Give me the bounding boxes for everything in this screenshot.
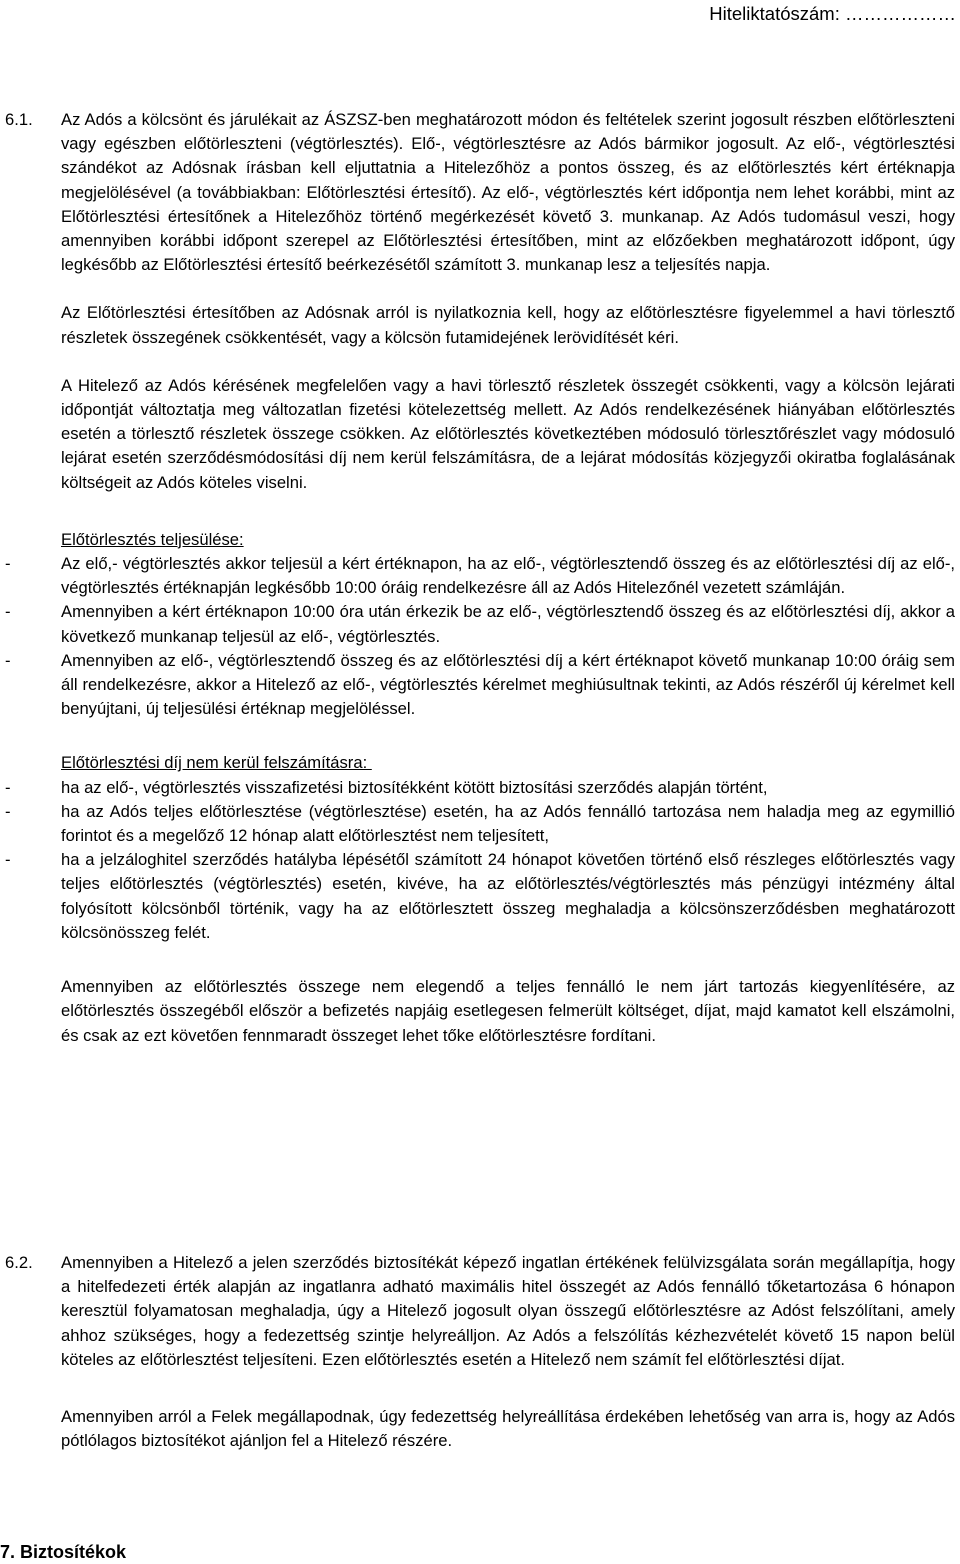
subsection-heading: Előtörlesztés teljesülése:: [61, 529, 244, 549]
list-dash: -: [5, 650, 11, 670]
section-6-2: [5, 1251, 955, 1453]
section-6-1: [5, 108, 955, 1048]
list-item: [5, 848, 955, 945]
list-dash: -: [5, 801, 11, 821]
list-item-text: ha az elő-, végtörlesztés visszafizetési biztosítékként kötött biztosítási szerződés alapján történt,: [61, 777, 768, 797]
section-7-heading: 7. Biztosítékok: [0, 1542, 127, 1562]
list-dash: -: [5, 602, 11, 622]
list-item-text: Az elő,- végtörlesztés akkor teljesül a kért értéknapon, ha az elő-, végtörlesztendő összeg és az előtörlesztési díj az elő-, végtörlesztés értéknapján legkésőbb 10:00 óráig rendelkezésre áll az Adós Hitelezőnél vezetett számláján.: [61, 554, 955, 598]
paragraph: Amennyiben a Hitelező a jelen szerződés biztosítékát képező ingatlan értékének felülvizsgálata során megállapítja, hogy a hitelfedezeti érték alapján az ingatlanra adható maximális hitel összegét az Adós fennálló tőketartozása 6 hónapon keresztül folyamatosan meghaladja, úgy a Hitelező jogosult olyan összegű előtörlesztésre az Adóst felszólítani, amely ahhoz szükséges, hogy a fedezettség szintje helyreálljon. Az Adós a felszólítás kézhezvételét követő 15 napon belül köteles az előtörlesztést teljesíteni. Ezen előtörlesztés esetén a Hitelező nem számít fel előtörlesztési díjat.: [61, 1253, 955, 1369]
list-dash: -: [5, 850, 11, 870]
list-item-text: ha a jelzáloghitel szerződés hatályba lépésétől számított 24 hónapot követően történő első részleges előtörlesztés vagy teljes előtörlesztés (végtörlesztés) esetén, kivéve, ha az előtörlesztés/végtörlesztés más pénzügyi intézmény által folyósított kölcsönből történik, vagy ha az előtörlesztett összeg meghaladja a kölcsönszerződésben meghatározott kölcsönösszeg felét.: [61, 850, 955, 942]
performance-list: [5, 552, 955, 721]
paragraph: Amennyiben az előtörlesztés összege nem elegendő a teljes fennálló le nem járt tartozás kiegyenlítésére, az előtörlesztés összegéből először a befizetés napjáig esetlegesen felmerült költséget, díjat, majd kamatot kell elszámolni, és csak az ezt követően fennmaradt összeget lehet tőke előtörlesztésre fordítani.: [61, 977, 955, 1045]
list-item: [5, 552, 955, 600]
paragraph: Az Előtörlesztési értesítőben az Adósnak arról is nyilatkoznia kell, hogy az előtörlesztésre figyelemmel a havi törlesztő részletek összegének csökkentését, vagy a kölcsön futamidejének lerövidítését kéri.: [61, 303, 955, 347]
list-item: [5, 600, 955, 648]
list-dash: -: [5, 554, 11, 574]
list-item: [5, 649, 955, 722]
paragraph: Amennyiben arról a Felek megállapodnak, úgy fedezettség helyreállítása érdekében lehetőség van arra is, hogy az Adós pótlólagos biztosítékot ajánljon fel a Hitelező részére.: [61, 1407, 955, 1451]
paragraph: A Hitelező az Adós kérésének megfelelően vagy a havi törlesztő részletek összegét csökkenti, vagy a kölcsön lejárati időpontját változtatja meg változatlan fizetési kötelezettség mellett. Az Adós rendelkezésének hiányában előtörlesztés esetén a törlesztő részletek összege csökken. Az előtörlesztés következtében módosuló törlesztőrészlet vagy módosuló lejárat esetén szerződésmódosítási díj nem kerül felszámításra, de a lejárat módosítás közjegyzői okiratba foglalásának költségeit az Adós köteles viselni.: [61, 375, 955, 492]
section-number: 6.2.: [5, 1253, 33, 1272]
list-dash: -: [5, 777, 11, 797]
list-item-text: ha az Adós teljes előtörlesztése (végtörlesztése) esetén, ha az Adós fennálló tartozása nem haladja meg az egymillió forintot és a megelőző 12 hónap alatt előtörlesztést nem teljesített,: [61, 801, 955, 846]
subsection-heading: Előtörlesztési díj nem kerül felszámításra:: [61, 753, 372, 773]
section-number: 6.1.: [5, 110, 33, 129]
list-item: [5, 776, 955, 800]
list-item-text: Amennyiben a kért értéknapon 10:00 óra után érkezik be az elő-, végtörlesztendő összeg és az előtörlesztési díj, akkor a következő munkanap teljesül az elő-, végtörlesztés.: [61, 602, 955, 646]
fee-exempt-list: [5, 776, 955, 945]
loan-reference-number: Hiteliktatószám: ………………: [709, 3, 956, 24]
list-item-text: Amennyiben az elő-, végtörlesztendő összeg és az előtörlesztési díj a kért értéknapot követő munkanap 10:00 óráig sem áll rendelkezésre, akkor a Hitelező az elő-, végtörlesztés kérelmet meghiúsultnak tekinti, az Adós részéről új kérelmet kell benyújtani, új teljesülési értéknap megjelöléssel.: [61, 650, 955, 719]
paragraph: Az Adós a kölcsönt és járulékait az ÁSZSZ-ben meghatározott módon és feltételek szerint jogosult részben előtörleszteni vagy egészben előtörleszteni (végtörlesztés). Elő-, végtörlesztésre az Adós bármikor jogosult. Az elő-, végtörlesztési szándékot az Adósnak írásban kell eljuttatnia a Hitelezőhöz a pontos összeg, és az előtörlesztés kért értéknapja megjelölésével (a továbbiakban: Előtörlesztési értesítő). Az elő-, végtörlesztés kért időpontja nem lehet korábbi, mint az Előtörlesztési értesítőnek a Hitelezőhöz történő megérkezését követő 3. munkanap. Az Adós tudomásul veszi, hogy amennyiben korábbi időpont szerepel az Előtörlesztési értesítőben, mint az előzőekben meghatározott időpont, úgy legkésőbb az Előtörlesztési értesítő beérkezésétől számított 3. munkanap lesz a teljesítés napja.: [61, 110, 955, 275]
list-item: [5, 800, 955, 848]
